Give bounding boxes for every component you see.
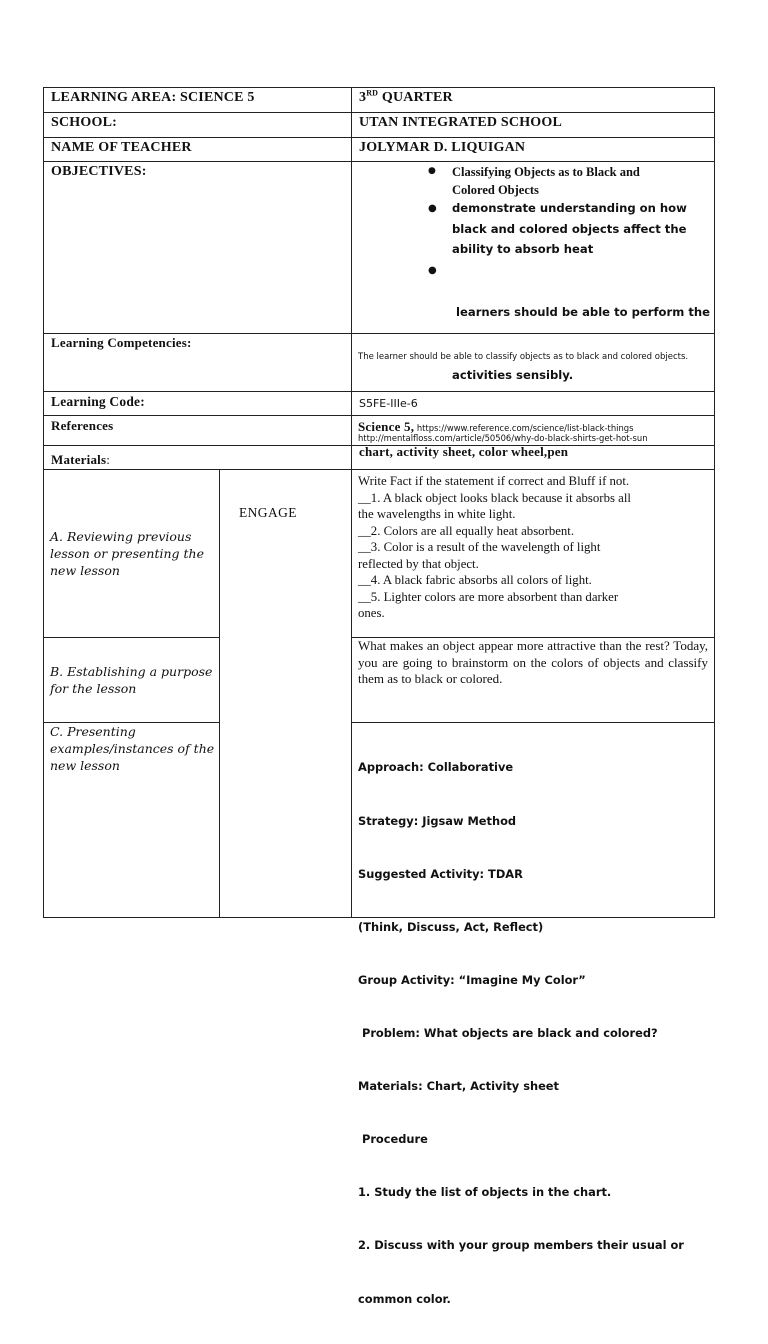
section-c-line: Suggested Activity: TDAR: [358, 866, 523, 881]
references-value-cell: [351, 415, 715, 446]
section-c-line: Procedure: [358, 1132, 428, 1147]
competencies-value-cell: [351, 333, 715, 392]
objective-2-line-2: black and colored objects affect the: [452, 221, 687, 236]
section-b-label: B. Establishing a purpose for the lesson: [50, 664, 213, 696]
objective-2-line-1: demonstrate understanding on how: [452, 201, 687, 215]
section-c-line: Approach: Collaborative: [358, 760, 514, 775]
reference-link-1[interactable]: https://www.reference.com/science/list-black-things: [414, 423, 634, 433]
phase-cell: [219, 469, 352, 918]
objective-3-line-1: learners should be able to perform the: [452, 305, 710, 319]
materials-label-wrap: [51, 449, 110, 468]
section-c-content: [358, 724, 684, 1344]
quarter-number: 3: [359, 90, 367, 105]
school-label: SCHOOL:: [51, 115, 117, 130]
materials-label-cell: [43, 445, 352, 470]
references-label: References: [51, 418, 114, 433]
objective-1-line-1: Classifying Objects as to Black and: [452, 165, 640, 179]
section-a-label: A. Reviewing previous lesson or presenting the new lesson: [50, 529, 205, 578]
quarter-superscript: RD: [366, 88, 379, 98]
objective-item-2: [452, 198, 687, 260]
section-a-line: __5. Lighter colors are more absorbent than darker: [358, 589, 619, 604]
code-label-cell: [43, 391, 352, 416]
section-b-label-cell: [43, 637, 220, 723]
section-b-content: What makes an object appear more attractive than the rest? Today, you are going to brainstorm on the colors of objects and classify them as to black or colored.: [358, 638, 708, 686]
section-a-line: __1. A black object looks black because it absorbs all: [358, 490, 631, 505]
school-value-cell: [351, 112, 715, 138]
section-c-line: (Think, Discuss, Act, Reflect): [358, 919, 544, 934]
section-a-content: [358, 473, 631, 622]
section-c-line: Materials: Chart, Activity sheet: [358, 1079, 559, 1094]
references-book: Science 5,: [358, 419, 415, 434]
section-c-line: Strategy: Jigsaw Method: [358, 813, 517, 828]
section-a-label-cell: [43, 469, 220, 638]
teacher-value: JOLYMAR D. LIQUIGAN: [359, 140, 526, 155]
objectives-label: OBJECTIVES:: [51, 164, 147, 179]
section-c-label: C. Presenting examples/instances of the new lesson: [50, 724, 215, 773]
quarter-word: QUARTER: [378, 90, 453, 105]
learning-area-cell: [43, 87, 352, 113]
school-label-cell: [43, 112, 352, 138]
competencies-value: The learner should be able to classify objects as to black and colored objects.: [358, 352, 689, 362]
materials-value-cell: [351, 445, 715, 470]
code-value: S5FE-IIIe-6: [359, 397, 418, 410]
section-a-line: the wavelengths in white light.: [358, 507, 516, 521]
section-a-line: reflected by that object.: [358, 556, 479, 571]
section-c-line: common color.: [358, 1291, 451, 1306]
section-a-content-cell: [351, 469, 715, 638]
objective-item-1: [452, 163, 640, 199]
learning-area-text: LEARNING AREA: SCIENCE 5: [51, 90, 255, 105]
teacher-label: NAME OF TEACHER: [51, 140, 192, 155]
school-value: UTAN INTEGRATED SCHOOL: [359, 115, 563, 130]
reference-link-2[interactable]: http://mentalfloss.com/article/50506/why-do-black-shirts-get-hot-sun: [358, 433, 648, 443]
section-c-content-cell: [351, 722, 715, 1306]
section-c-line: 1. Study the list of objects in the chart.: [358, 1185, 612, 1200]
section-c-line: 2. Discuss with your group members their usual or: [358, 1238, 684, 1253]
section-a-line: __2. Colors are all equally heat absorbent.: [358, 523, 575, 538]
phase-label: ENGAGE: [239, 505, 297, 520]
competencies-label-cell: [43, 333, 352, 392]
teacher-label-cell: [43, 137, 352, 162]
bullet-icon: ●: [428, 203, 437, 214]
section-a-line: ones.: [358, 606, 385, 620]
section-a-line: __3. Color is a result of the wavelength of light: [358, 540, 601, 554]
section-c-line: Group Activity: “Imagine My Color”: [358, 972, 586, 987]
objective-2-line-3: ability to absorb heat: [452, 242, 594, 256]
bullet-icon: ●: [428, 265, 437, 276]
materials-value: chart, activity sheet, color wheel,pen: [359, 444, 569, 459]
quarter-cell: [351, 87, 715, 113]
materials-colon: :: [106, 452, 110, 467]
section-b-content-cell: [351, 637, 715, 723]
code-value-cell: [351, 391, 715, 416]
teacher-value-cell: [351, 137, 715, 162]
objective-1-line-2: Colored Objects: [452, 183, 539, 197]
quarter-text: [359, 90, 453, 106]
objective-3-line-2: activities sensibly.: [452, 368, 574, 382]
materials-label: Materials: [51, 452, 107, 467]
bullet-icon: ●: [428, 166, 436, 176]
code-label: Learning Code:: [51, 394, 145, 409]
objectives-label-cell: [43, 161, 352, 334]
section-c-line: Problem: What objects are black and colored?: [358, 1025, 658, 1040]
section-a-line: Write Fact if the statement if correct and Bluff if not.: [358, 474, 630, 488]
lesson-plan-table: [43, 87, 715, 1306]
section-c-label-cell: [43, 722, 220, 918]
references-label-cell: [43, 415, 352, 446]
section-a-line: __4. A black fabric absorbs all colors of light.: [358, 573, 592, 587]
competencies-label: Learning Competencies:: [51, 335, 192, 350]
